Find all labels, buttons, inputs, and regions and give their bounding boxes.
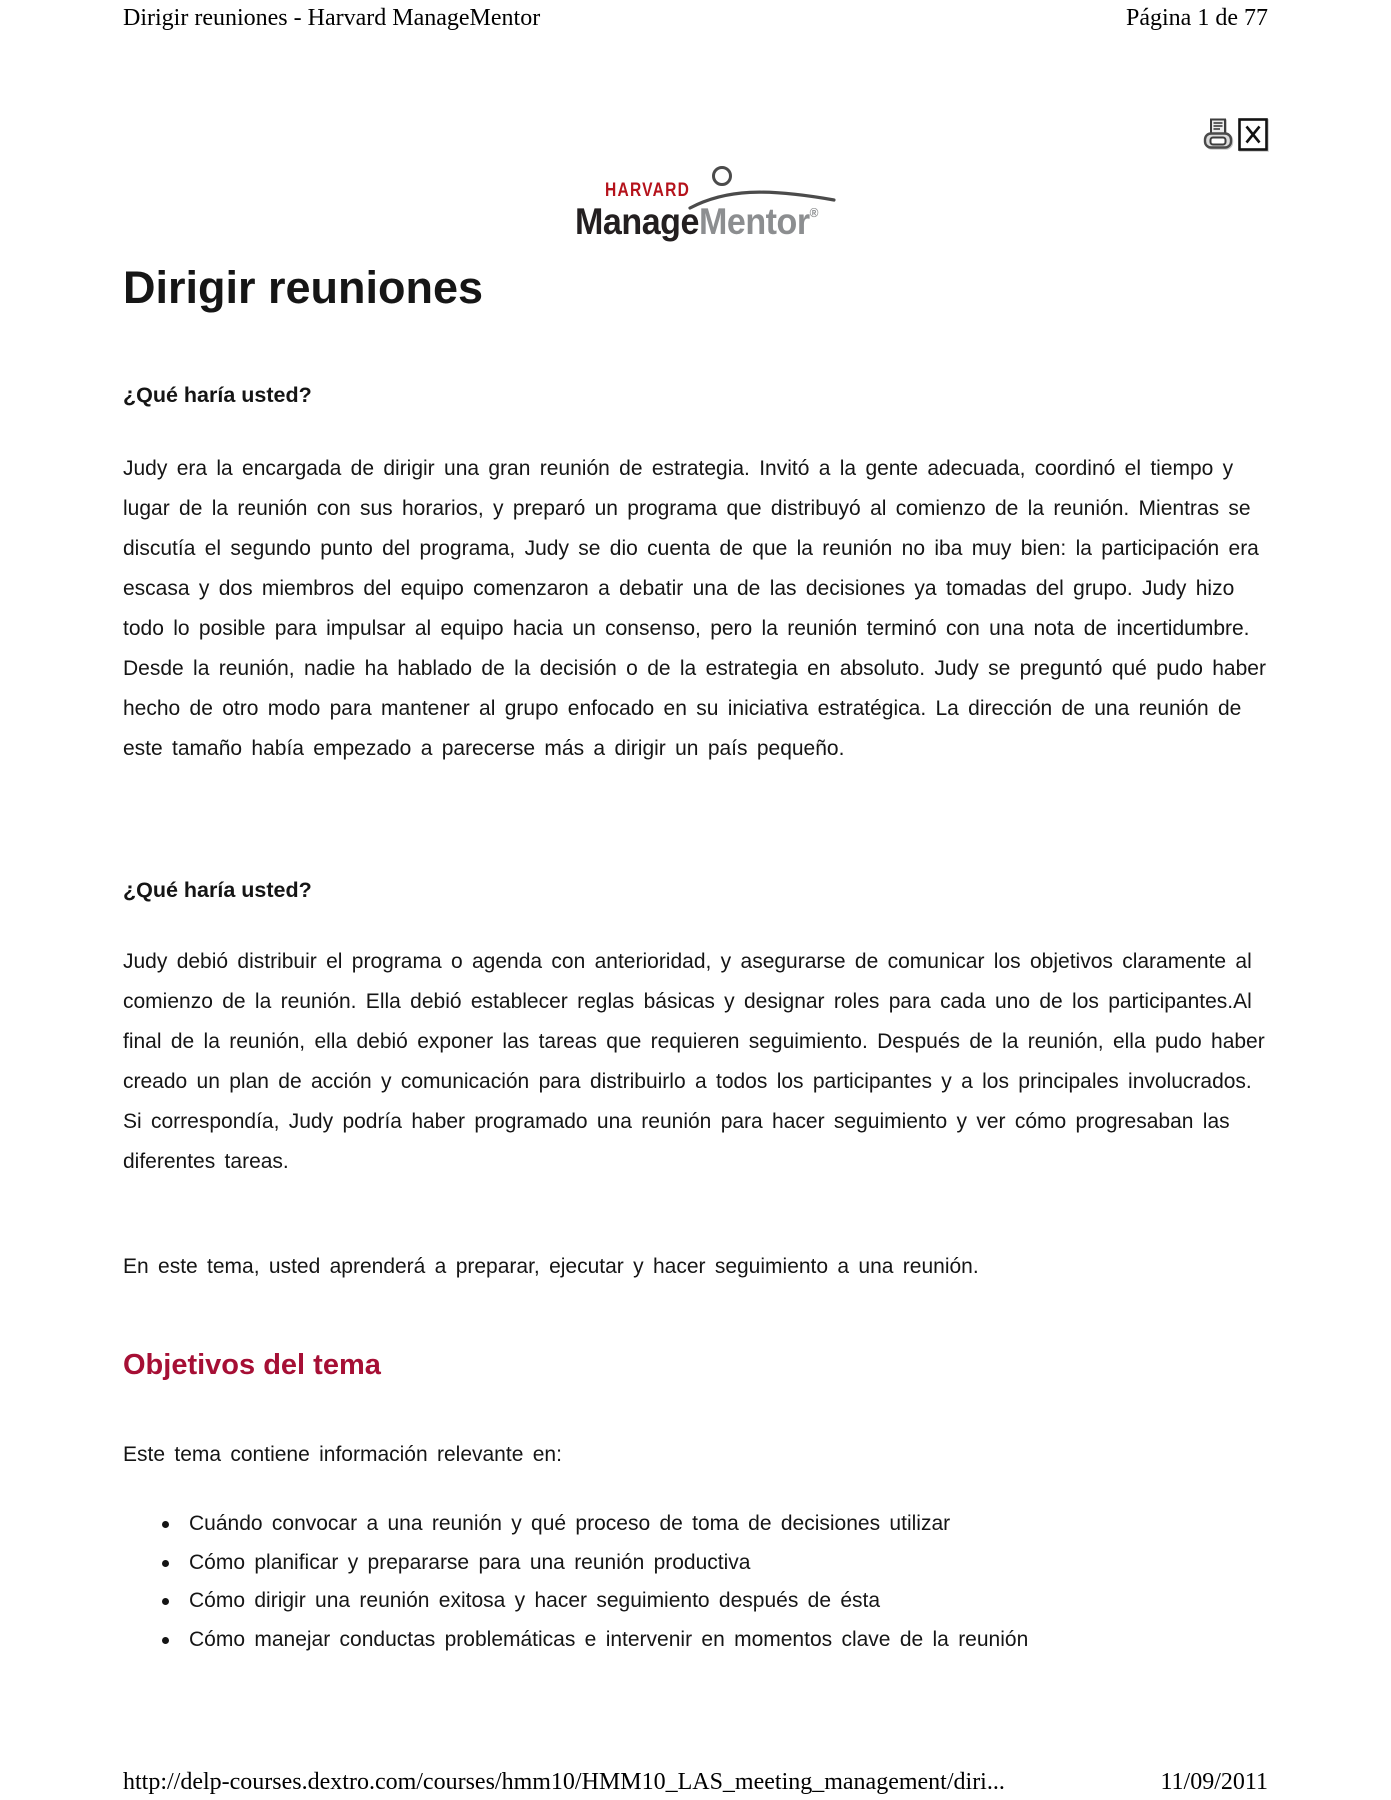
bullet-icon (162, 1598, 169, 1605)
harvard-wordmark: HARVARD (605, 180, 691, 201)
objective-item (123, 1544, 1273, 1583)
what-would-you-do-heading: ¿Qué haría usted? (123, 383, 312, 407)
running-footer (123, 1769, 1268, 1796)
bullet-icon (162, 1560, 169, 1567)
objectives-list (123, 1505, 1273, 1659)
page-title: Dirigir reuniones (123, 262, 484, 313)
resolution-paragraph: Judy debió distribuir el programa o agenda con anterioridad, y asegurarse de comunicar los objetivos claramente al comienzo de la reunión. Ella debió establecer reglas básicas y designar roles para cada uno de los participantes.Al final de la reunión, ella debió exponer las tareas que requieren seguimiento. Después de la reunión, ella pudo haber creado un plan de acción y comunicación para distribuirlo a todos los participantes y a los principales involucrados. Si correspondía, Judy podría haber programado una reunión para hacer seguimiento y ver cómo progresaban las diferentes tareas. (123, 950, 1265, 1173)
scenario-paragraph: Judy era la encargada de dirigir una gran reunión de estrategia. Invitó a la gente adecuada, coordinó el tiempo y lugar de la reunión con sus horarios, y preparó un programa que distribuyó al comienzo de la reunión. Mientras se discutía el segundo punto del programa, Judy se dio cuenta de que la reunión no iba muy bien: la participación era escasa y dos miembros del equipo comenzaron a debatir una de las decisiones ya tomadas del grupo. Judy hizo todo lo posible para impulsar al equipo hacia un consenso, pero la reunión terminó con una nota de incertidumbre. Desde la reunión, nadie ha hablado de la decisión o de la estrategia en absoluto. Judy se preguntó qué pudo haber hecho de otro modo para mantener al grupo enfocado en su iniciativa estratégica. La dirección de una reunión de este tamaño había empezado a parecerse más a dirigir un país pequeño. (123, 457, 1266, 760)
objective-text: Cuándo convocar a una reunión y qué proceso de toma de decisiones utilizar (189, 1512, 951, 1535)
footer-date: 11/09/2011 (1160, 1769, 1268, 1795)
harvard-managementor-logo (568, 150, 838, 245)
mentor-wordmark: Mentor (698, 201, 810, 242)
topic-objectives-heading: Objetivos del tema (123, 1349, 381, 1381)
objective-text: Cómo planificar y prepararse para una reunión productiva (189, 1550, 751, 1574)
what-would-you-do-heading-2: ¿Qué haría usted? (123, 878, 312, 902)
objective-item (123, 1582, 1273, 1621)
objectives-intro: Este tema contiene información relevante en: (123, 1443, 562, 1466)
header-page-number: Página 1 de 77 (1126, 5, 1268, 31)
objective-text: Cómo manejar conductas problemáticas e intervenir en momentos clave de la reunión (189, 1627, 1029, 1651)
objective-item (123, 1505, 1273, 1544)
objective-item (123, 1621, 1273, 1660)
toolbar-icons (1203, 118, 1268, 158)
bullet-icon (162, 1637, 169, 1644)
registered-mark: ® (809, 205, 819, 220)
topic-summary-paragraph: En este tema, usted aprenderá a preparar, ejecutar y hacer seguimiento a una reunión. (123, 1255, 979, 1278)
running-header (123, 5, 1268, 32)
bullet-icon (162, 1521, 169, 1528)
manage-wordmark: Manage (575, 201, 699, 242)
objective-text: Cómo dirigir una reunión exitosa y hacer seguimiento después de ésta (189, 1589, 881, 1613)
header-title: Dirigir reuniones - Harvard ManageMentor (123, 5, 541, 31)
managementor-wordmark (575, 201, 819, 243)
footer-url: http://delp-courses.dextro.com/courses/hmm10/HMM10_LAS_meeting_management/diri... (123, 1769, 1005, 1795)
print-icon[interactable] (1203, 118, 1233, 158)
close-icon[interactable] (1238, 118, 1268, 156)
